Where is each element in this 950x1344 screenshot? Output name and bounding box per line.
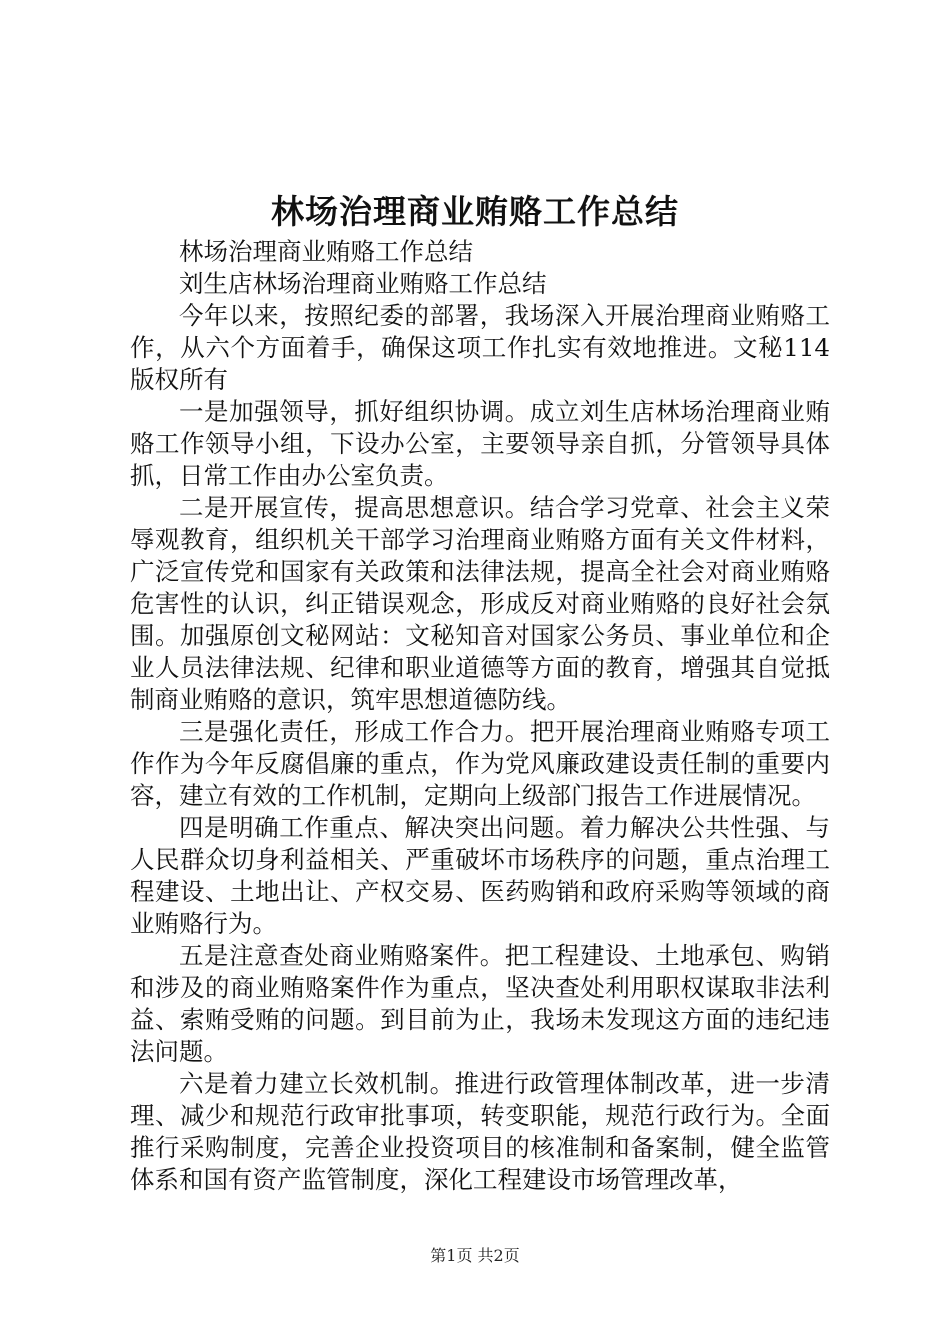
paragraph-heading: 刘生店林场治理商业贿赂工作总结 [179, 269, 547, 298]
paragraph-point-4: 四是明确工作重点、解决突出问题。着力解决公共性强、与人民群众切身利益相关、严重破坏市场秩序的问题，重点治理工程建设、土地出让、产权交易、医药购销和政府采购等领域的商业贿赂行为。 [130, 813, 830, 938]
document-title: 林场治理商业贿赂工作总结 [271, 192, 679, 231]
paragraph-intro: 今年以来，按照纪委的部署，我场深入开展治理商业贿赂工作，从六个方面着手，确保这项工作扎实有效地推进。文秘114版权所有 [130, 301, 830, 394]
paragraph-subtitle: 林场治理商业贿赂工作总结 [179, 237, 473, 266]
document-body [130, 236, 830, 1196]
page-footer [0, 1243, 950, 1266]
paragraph-point-1: 一是加强领导，抓好组织协调。成立刘生店林场治理商业贿赂工作领导小组，下设办公室，主要领导亲自抓，分管领导具体抓，日常工作由办公室负责。 [130, 397, 830, 490]
paragraph-point-3: 三是强化责任，形成工作合力。把开展治理商业贿赂专项工作作为今年反腐倡廉的重点，作为党风廉政建设责任制的重要内容，建立有效的工作机制，定期向上级部门报告工作进展情况。 [130, 717, 830, 810]
page-indicator: 第1页 共2页 [430, 1246, 520, 1265]
paragraph-point-2: 二是开展宣传，提高思想意识。结合学习党章、社会主义荣辱观教育，组织机关干部学习治理商业贿赂方面有关文件材料，广泛宣传党和国家有关政策和法律法规，提高全社会对商业贿赂危害性的认识，纠正错误观念，形成反对商业贿赂的良好社会氛围。加强原创文秘网站：文秘知音对国家公务员、事业单位和企业人员法律法规、纪律和职业道德等方面的教育，增强其自觉抵制商业贿赂的意识，筑牢思想道德防线。 [130, 493, 830, 714]
paragraph-point-5: 五是注意查处商业贿赂案件。把工程建设、土地承包、购销和涉及的商业贿赂案件作为重点，坚决查处利用职权谋取非法利益、索贿受贿的问题。到目前为止，我场未发现这方面的违纪违法问题。 [130, 941, 830, 1066]
paragraph-point-6: 六是着力建立长效机制。推进行政管理体制改革，进一步清理、减少和规范行政审批事项，转变职能，规范行政行为。全面推行采购制度，完善企业投资项目的核准制和备案制，健全监管体系和国有资产监管制度，深化工程建设市场管理改革， [130, 1069, 830, 1194]
